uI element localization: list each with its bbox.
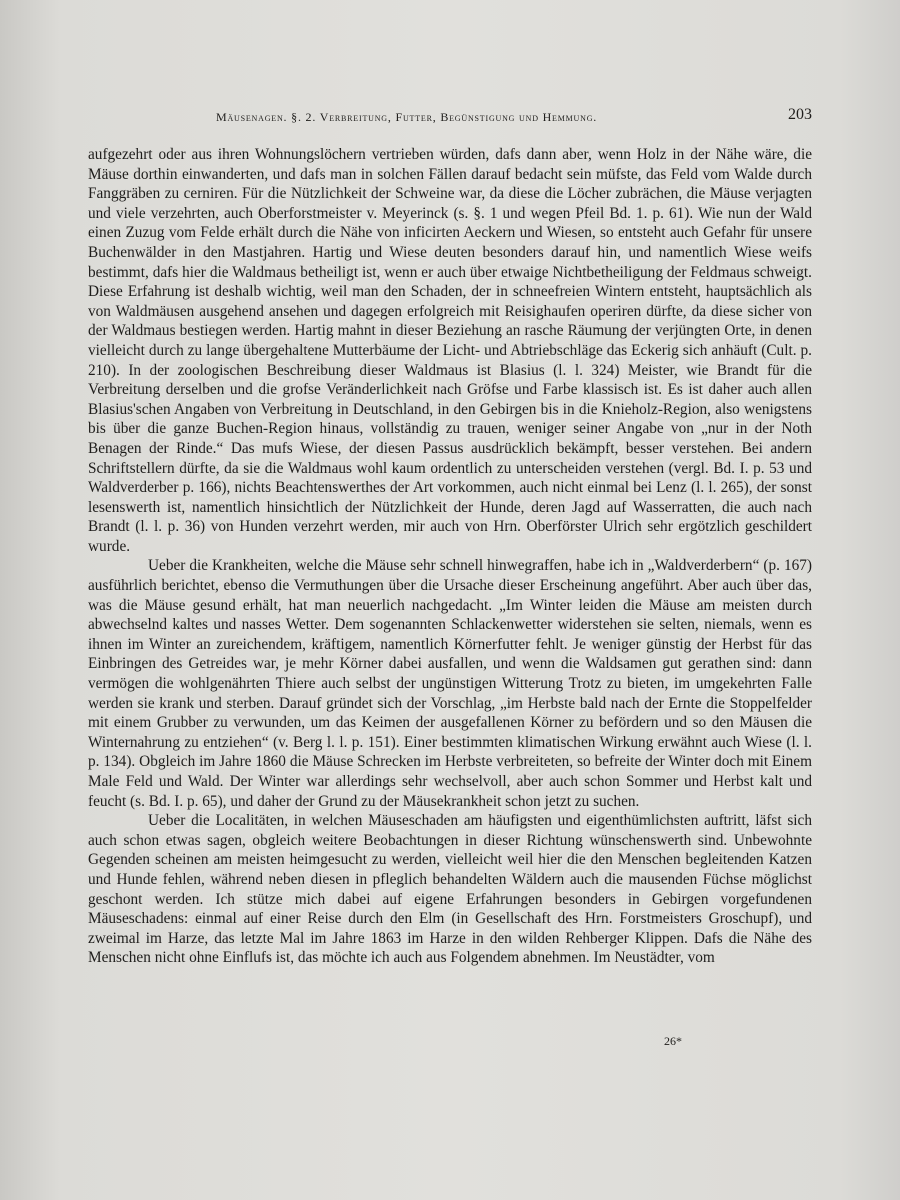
paragraph-localitaeten: Ueber die Localitäten, in welchen Mäuseschaden am häufigsten und eigenthümlichsten auftritt, läfst sich auch schon etwas sagen, obgleich weitere Beobachtungen in dieser Richtung wünschenswerth sind. Unbewohnte Gegenden scheinen am meisten heimgesucht zu werden, vielleicht weil hier die den Menschen begleitenden Katzen und Hunde fehlen, während neben diesen in pfleglich behandelten Wäldern auch die mausenden Füchse möglichst geschont werden. Ich stütze mich dabei auf eigene Erfahrungen besonders in Gebirgen vorgefundenen Mäuseschadens: einmal auf einer Reise durch den Elm (in Gesellschaft des Hrn. Forstmeisters Groschupf), und zweimal im Harze, das letzte Mal im Jahre 1863 im Harze in den wilden Rehberger Klippen. Dafs die Nähe des Menschen nicht ohne Einflufs ist, das möchte ich auch aus Folgendem abnehmen. Im Neustädter, vom: [88, 812, 812, 967]
page-number: 203: [788, 106, 812, 123]
page-header: [88, 106, 812, 132]
signature-mark: 26*: [664, 1034, 682, 1048]
paragraph-krankheiten: Ueber die Krankheiten, welche die Mäuse sehr schnell hinwegraffen, habe ich in „Waldverderbern“ (p. 167) ausführlich berichtet, ebenso die Vermuthungen über die Ursache dieser Erscheinung angeführt. Aber auch über das, was die Mäuse gesund erhält, hat man neuerlich nachgedacht. „Im Winter leiden die Mäuse am meisten durch abwechselnd kaltes und nasses Wetter. Dem sogenannten Schlackenwetter widerstehen sie selten, niemals, wenn es ihnen im Winter an zureichendem, kräftigem, namentlich Körnerfutter fehlt. Je weniger günstig der Herbst für das Einbringen des Getreides war, je mehr Körner dabei ausfallen, und wenn die Waldsamen gut gerathen sind: dann vermögen die wohlgenährten Thiere auch selbst der ungünstigen Witterung Trotz zu bieten, im umgekehrten Falle werden sie krank und sterben. Darauf gründet sich der Vorschlag, „im Herbste bald nach der Ernte die Stoppelfelder mit einem Grubber zu verwunden, um das Keimen der ausgefallenen Körner zu befördern und so den Mäusen die Winternahrung zu entziehen“ (v. Berg l. l. p. 151). Einer bestimmten klimatischen Wirkung erwähnt auch Wiese (l. l. p. 134). Obgleich im Jahre 1860 die Mäuse Schrecken im Herbste verbreiteten, so befreite der Winter doch mit Einem Male Feld und Wald. Der Winter war allerdings sehr wechselvoll, aber auch schon Sommer und Herbst kalt und feucht (s. Bd. I. p. 65), und daher der Grund zu der Mäusekrankheit schon jetzt zu suchen.: [88, 557, 812, 810]
paragraph-continuation: aufgezehrt oder aus ihren Wohnungslöchern vertrieben würden, dafs dann aber, wenn Holz in der Nähe wäre, die Mäuse dorthin einwanderten, und dafs man in solchen Fällen darauf bedacht sein müfste, das Feld vom Walde durch Fanggräben zu cerniren. Für die Nützlichkeit der Schweine war, da diese die Löcher zubrächen, die Mäuse verjagten und viele verzehrten, auch Oberforstmeister v. Meyerinck (s. §. 1 und wegen Pfeil Bd. 1. p. 61). Wie nun der Wald einen Zuzug vom Felde erhält durch die Nähe von inficirten Aeckern und Wiesen, so entsteht auch Gefahr für unsere Buchenwälder in den Mastjahren. Hartig und Wiese deuten besonders darauf hin, und namentlich Wiese weifs bestimmt, dafs hier die Waldmaus betheiligt ist, wenn er auch über etwaige Nichtbetheiligung der Feldmaus schweigt. Diese Erfahrung ist deshalb wichtig, weil man den Schaden, der in schneefreien Wintern entsteht, hauptsächlich als von Waldmäusen ausgehend ansehen und dagegen erfolgreich mit Reisighaufen operiren dürfte, da diese sicher von der Waldmaus bestiegen werden. Hartig mahnt in dieser Beziehung an rasche Räumung der verjüngten Orte, in denen vielleicht durch zu lange übergehaltene Mutterbäume der Licht- und Abtriebschläge das Eckerig sich anhäuft (Cult. p. 210). In der zoologischen Beschreibung dieser Waldmaus ist Blasius (l. l. 324) Meister, wie Brandt für die Verbreitung derselben und die grofse Veränderlichkeit nach Gröfse und Farbe klassisch ist. Es ist daher auch allen Blasius'schen Angaben von Verbreitung in Deutschland, in den Gebirgen bis in die Knieholz-Region, also wenigstens bis über die ganze Buchen-Region hinaus, vollständig zu trauen, weniger seiner Angabe von „nur in der Noth Benagen der Rinde.“ Das mufs Wiese, der diesen Passus ausdrücklich bekämpft, besser verstehen. Bei andern Schriftstellern dürfte, da sie die Waldmaus wohl kaum ordentlich zu unterscheiden verstehen (vergl. Bd. I. p. 53 und Waldverderber p. 166), nichts Beachtenswerthes der Art vorkommen, auch nicht einmal bei Lenz (l. l. 265), der sonst lesenswerth ist, namentlich hinsichtlich der Nützlichkeit der Hunde, deren Jagd auf Wasserratten, die auch nach Brandt (l. l. p. 36) von Hunden verzehrt werden, mir auch von Hrn. Oberförster Ulrich sehr ergötzlich geschildert wurde.: [88, 146, 812, 555]
running-head: Mäusenagen. §. 2. Verbreitung, Futter, Begünstigung und Hemmung.: [216, 110, 598, 124]
body-text: [88, 145, 812, 968]
